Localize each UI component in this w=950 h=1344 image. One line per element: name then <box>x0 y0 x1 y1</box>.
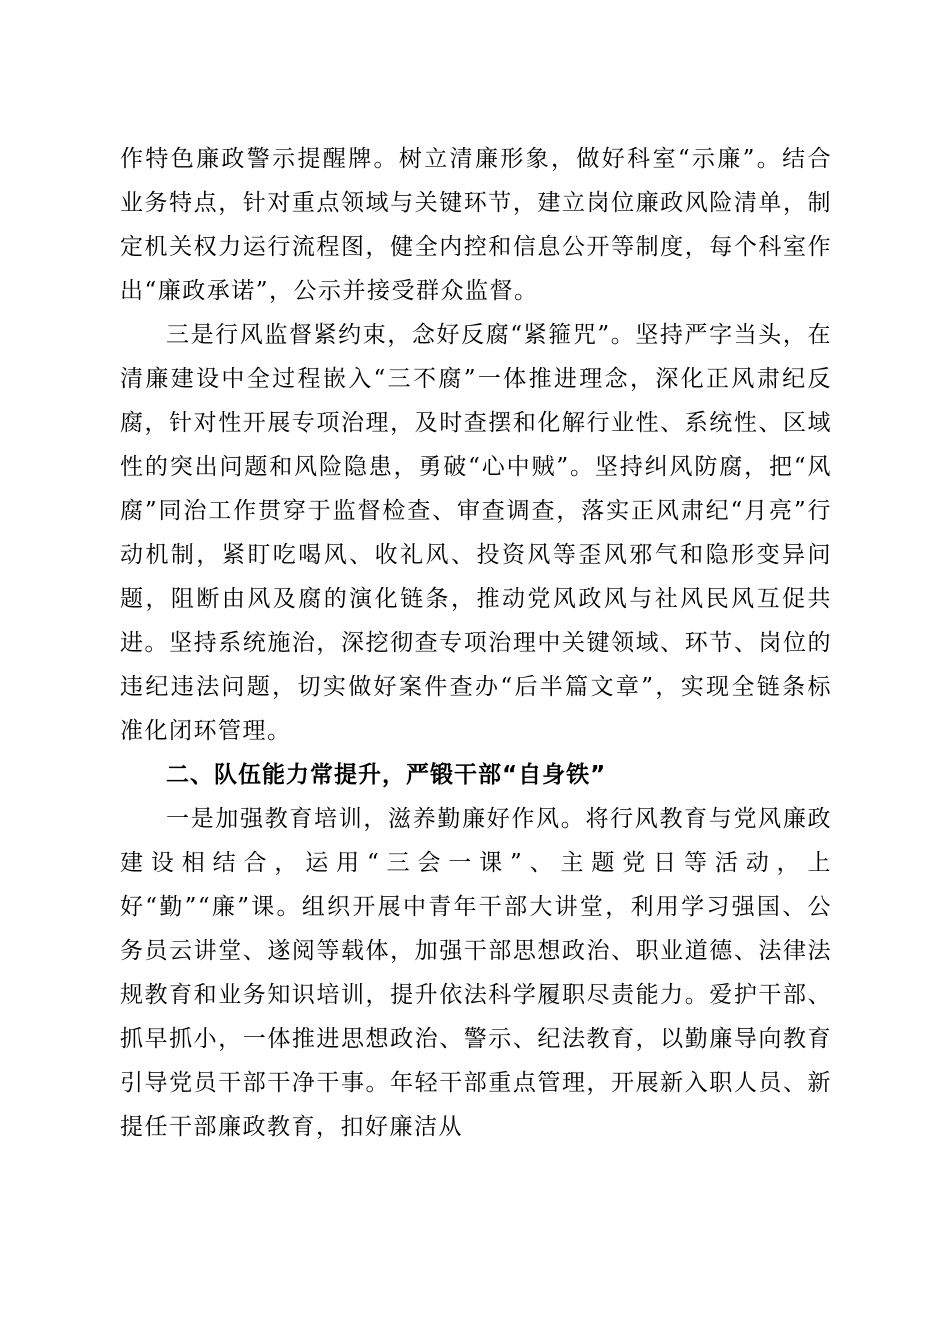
document-body <box>120 137 832 1149</box>
paragraph-education-training: 一是加强教育培训，滋养勤廉好作风。将行风教育与党风廉政建设相结合，运用“三会一课”、主题党日等活动，上好“勤”“廉”课。组织开展中青年干部大讲堂，利用学习强国、公务员云讲堂、遂阅等载体，加强干部思想政治、职业道德、法律法规教育和业务知识培训，提升依法科学履职尽责能力。爱护干部、抓早抓小，一体推进思想政治、警示、纪法教育，以勤廉导向教育引导党员干部干净干事。年轻干部重点管理，开展新入职人员、新提任干部廉政教育，扣好廉洁从 <box>120 806 832 1140</box>
section-heading-team-ability: 二、队伍能力常提升，严锻干部“自身铁” <box>166 762 607 788</box>
paragraph-supervision: 三是行风监督紧约束，念好反腐“紧箍咒”。坚持严字当头，在清廉建设中全过程嵌入“三不腐”一体推进理念，深化正风肃纪反腐，针对性开展专项治理，及时查摆和化解行业性、系统性、区域性的突出问题和风险隐患，勇破“心中贼”。坚持纠风防腐，把“风腐”同治工作贯穿于监督检查、审查调查，落实正风肃纪“月亮”行动机制，紧盯吃喝风、收礼风、投资风等歪风邪气和隐形变异问题，阻断由风及腐的演化链条，推动党风政风与社风民风互促共进。坚持系统施治，深挖彻查专项治理中关键领域、环节、岗位的违纪违法问题，切实做好案件查办“后半篇文章”，实现全链条标准化闭环管理。 <box>120 322 832 744</box>
paragraph-continuation: 作特色廉政警示提醒牌。树立清廉形象，做好科室“示廉”。结合业务特点，针对重点领域与关键环节，建立岗位廉政风险清单，制定机关权力运行流程图，健全内控和信息公开等制度，每个科室作出“廉政承诺”，公示并接受群众监督。 <box>120 146 832 304</box>
